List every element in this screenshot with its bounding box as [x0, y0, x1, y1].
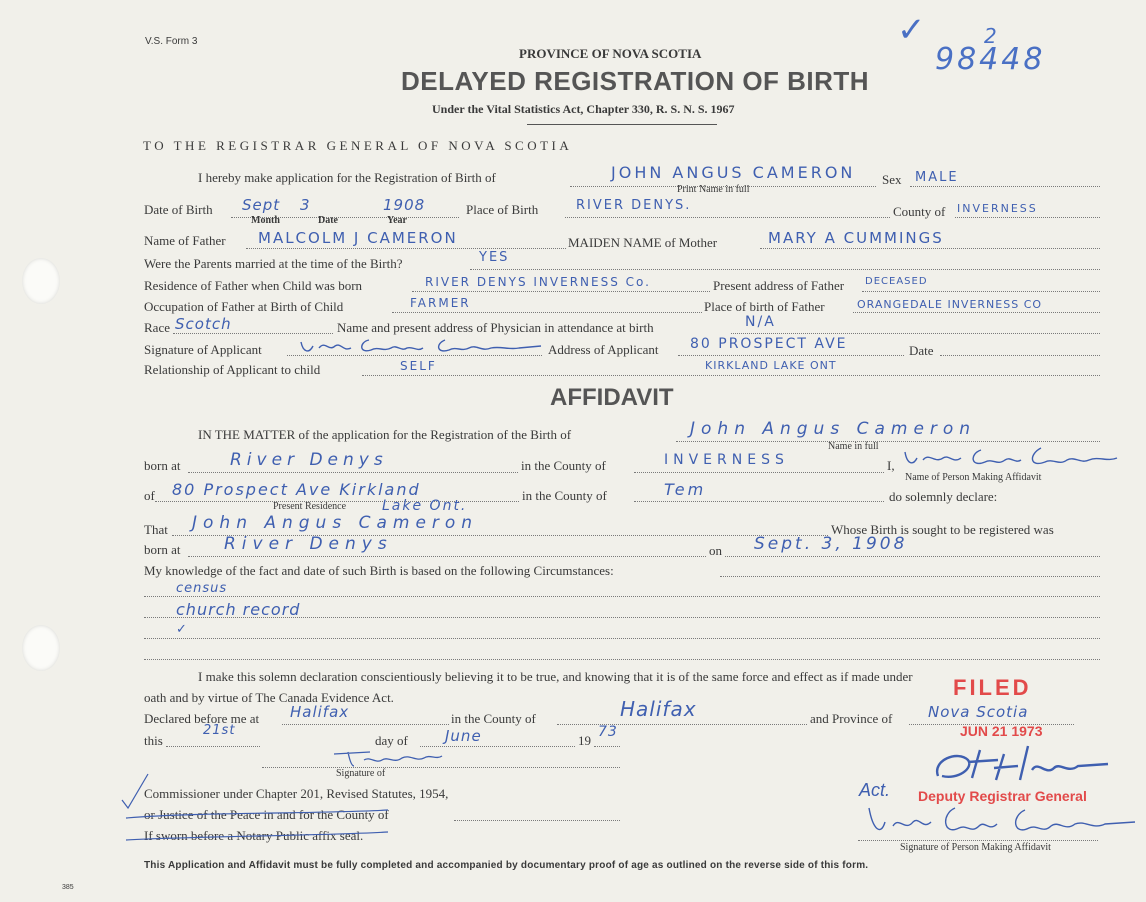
- date-label-applicant: Date: [909, 343, 934, 358]
- county-value: INVERNESS: [957, 202, 1038, 215]
- place-line: [565, 217, 890, 218]
- place-label: Place of Birth: [466, 202, 539, 217]
- residence-line: [412, 291, 710, 292]
- province-heading: PROVINCE OF NOVA SCOTIA: [519, 46, 702, 61]
- year-value: 73: [598, 724, 618, 740]
- affidavit-county-value: INVERNESS: [664, 452, 789, 468]
- dob-label: Date of Birth: [144, 202, 213, 217]
- father-value: MALCOLM J CAMERON: [258, 229, 458, 247]
- born-at-value-2: River Denys: [224, 534, 393, 554]
- strike-marks: [118, 770, 398, 850]
- that-label: That: [144, 522, 168, 537]
- declaration-text-1: I make this solemn declaration conscientiously believing it to be true, and knowing that it is of the same force and effect as if made under: [198, 669, 913, 684]
- occupation-value: FARMER: [410, 296, 471, 310]
- i-label: I,: [887, 458, 895, 473]
- declared-line: [282, 724, 449, 725]
- relationship-value: SELF: [400, 359, 437, 373]
- justice-line: [454, 820, 620, 821]
- born-at-line: [188, 472, 518, 473]
- present-father-line: [862, 291, 1100, 292]
- on-line: [725, 556, 1100, 557]
- matter-label: IN THE MATTER of the application for the Registration of the Birth of: [198, 427, 572, 442]
- stamp-date: JUN 21 1973: [960, 723, 1043, 739]
- applicant-sig-label: Signature of Applicant: [144, 342, 262, 357]
- matter-line: [676, 441, 1100, 442]
- year-label: Year: [387, 215, 407, 226]
- present-father-label: Present address of Father: [713, 278, 845, 293]
- affidavit-heading: AFFIDAVIT: [550, 384, 674, 411]
- dob-day-value: 3: [300, 196, 311, 214]
- father-line: [246, 248, 566, 249]
- married-line: [470, 269, 1100, 270]
- place-value: RIVER DENYS.: [576, 198, 692, 213]
- month-line: [420, 746, 575, 747]
- present-father-value: DECEASED: [865, 276, 928, 287]
- father-label: Name of Father: [144, 233, 226, 248]
- dob-year-value: 1908: [383, 196, 426, 214]
- date-label: Date: [318, 215, 338, 226]
- this-label: this: [144, 733, 163, 748]
- sex-value: MALE: [915, 170, 959, 185]
- page-title: DELAYED REGISTRATION OF BIRTH: [401, 66, 870, 96]
- applicant-signature: [295, 334, 545, 358]
- circumstance-3: ✓: [176, 622, 188, 637]
- footer-code: 385: [62, 884, 74, 891]
- circumstance-line-3: [144, 638, 1100, 639]
- date-line-applicant: [940, 355, 1100, 356]
- province-label: and Province of: [810, 711, 893, 726]
- filed-stamp: FILED: [953, 675, 1032, 700]
- affidavit-name-value: John Angus Cameron: [690, 419, 977, 439]
- province-value: Nova Scotia: [928, 703, 1029, 721]
- registrar-signature: [928, 740, 1118, 786]
- signature-of-label: Signature of: [336, 768, 386, 779]
- declare-label: do solemnly declare:: [889, 489, 998, 504]
- race-label: Race: [144, 320, 170, 335]
- title-underline: [527, 124, 717, 125]
- binder-hole: [22, 258, 60, 304]
- decl-county-line: [557, 724, 807, 725]
- child-name-value: JOHN ANGUS CAMERON: [611, 163, 856, 182]
- mother-label: MAIDEN NAME of Mother: [568, 235, 718, 250]
- affiant-signature: [895, 444, 1125, 474]
- year-prefix: 19: [578, 733, 591, 748]
- in-county-label-2: in the County of: [522, 488, 607, 503]
- day-line: [166, 746, 260, 747]
- on-date-value: Sept. 3, 1908: [754, 534, 908, 554]
- declaration-text-2: oath and by virtue of The Canada Evidence Act.: [144, 690, 394, 705]
- residence-value: RIVER DENYS INVERNESS Co.: [425, 275, 651, 289]
- circumstance-2: church record: [176, 600, 301, 619]
- born-at-line-2: [188, 556, 706, 557]
- registration-number: 98448: [935, 42, 1046, 77]
- affiant-residence-value: 80 Prospect Ave Kirkland: [172, 480, 421, 499]
- circumstance-1: census: [176, 581, 228, 596]
- in-county-label: in the County of: [521, 458, 606, 473]
- born-at-value: River Denys: [230, 450, 388, 470]
- affiant-residence-value-2: Lake Ont.: [382, 498, 468, 514]
- check-mark: ✓: [897, 12, 926, 49]
- intro-label: I hereby make application for the Registration of Birth of: [198, 170, 496, 185]
- physician-line: [731, 333, 1100, 334]
- county-line: [955, 217, 1100, 218]
- married-value: YES: [479, 250, 510, 265]
- address-label: Address of Applicant: [548, 342, 659, 357]
- married-label: Were the Parents married at the time of the Birth?: [144, 256, 403, 271]
- knowledge-label: My knowledge of the fact and date of such Birth is based on the following Circumstances:: [144, 563, 614, 578]
- binder-hole: [22, 625, 60, 671]
- address-line: [678, 355, 904, 356]
- relationship-label: Relationship of Applicant to child: [144, 362, 321, 377]
- mother-value: MARY A CUMMINGS: [768, 229, 944, 247]
- print-name-note: Print Name in full: [677, 184, 750, 195]
- that-name-value: John Angus Cameron: [192, 513, 479, 533]
- physician-label: Name and present address of Physician in attendance at birth: [337, 320, 654, 335]
- present-residence-note: Present Residence: [273, 501, 347, 512]
- county-label: County of: [893, 204, 946, 219]
- name-in-full-note: Name in full: [828, 441, 879, 452]
- notary-label: If sworn before a Notary Public affix seal.: [144, 828, 364, 843]
- born-at-label-2: born at: [144, 542, 181, 557]
- mother-line: [760, 248, 1100, 249]
- occupation-line: [392, 312, 702, 313]
- sig-person-note: Signature of Person Making Affidavit: [900, 842, 1051, 853]
- circumstance-line-1: [144, 596, 1100, 597]
- person-note: Name of Person Making Affidavit: [905, 472, 1042, 483]
- address-value-2: KIRKLAND LAKE ONT: [705, 359, 837, 372]
- of-label: of: [144, 488, 155, 503]
- commissioner-label: Commissioner under Chapter 201, Revised Statutes, 1954,: [144, 786, 449, 801]
- reg-number-correction: 2: [984, 24, 997, 48]
- address-value-1: 80 PROSPECT AVE: [690, 336, 848, 352]
- occupation-label: Occupation of Father at Birth of Child: [144, 299, 344, 314]
- circumstance-line-4: [144, 659, 1100, 660]
- affiant-sig-line: [858, 840, 1098, 841]
- to-registrar: TO THE REGISTRAR GENERAL OF NOVA SCOTIA: [143, 138, 573, 153]
- affiant-county-value: Tem: [664, 480, 707, 499]
- race-value: Scotch: [175, 315, 232, 333]
- act-prefix: Act.: [859, 780, 891, 800]
- father-birthplace-value: ORANGEDALE INVERNESS CO: [857, 298, 1043, 311]
- declared-at-value: Halifax: [290, 703, 350, 721]
- form-code: V.S. Form 3: [145, 36, 198, 47]
- relationship-line: [362, 375, 1100, 376]
- footer-note: This Application and Affidavit must be fully completed and accompanied by documentary proof of age as outlined on the reverse side of this form.: [144, 860, 869, 871]
- knowledge-line: [720, 576, 1100, 577]
- father-birthplace-line: [853, 312, 1100, 313]
- declared-label: Declared before me at: [144, 711, 260, 726]
- on-label: on: [709, 543, 722, 558]
- sex-label: Sex: [882, 172, 902, 187]
- deputy-registrar-stamp: Deputy Registrar General: [918, 788, 1087, 804]
- justice-label: or Justice of the Peace in and for the County of: [144, 807, 389, 822]
- commissioner-signature: [330, 748, 480, 770]
- residence-label: Residence of Father when Child was born: [144, 278, 363, 293]
- sex-line: [910, 186, 1100, 187]
- decl-county-value: Halifax: [620, 697, 697, 721]
- dob-month-value: Sept: [242, 196, 281, 214]
- day-of-label: day of: [375, 733, 408, 748]
- page-subtitle: Under the Vital Statistics Act, Chapter 330, R. S. N. S. 1967: [432, 102, 735, 116]
- decl-county-label: in the County of: [451, 711, 536, 726]
- year-line: [594, 746, 620, 747]
- born-at-label: born at: [144, 458, 181, 473]
- month-label: Month: [251, 215, 280, 226]
- physician-value: N/A: [745, 314, 776, 330]
- month-value: June: [445, 727, 482, 745]
- day-value: 21st: [203, 723, 236, 738]
- in-county-line-2: [634, 501, 884, 502]
- in-county-line: [634, 472, 884, 473]
- whose-birth-label: Whose Birth is sought to be registered was: [831, 522, 1054, 537]
- father-birthplace-label: Place of birth of Father: [704, 299, 825, 314]
